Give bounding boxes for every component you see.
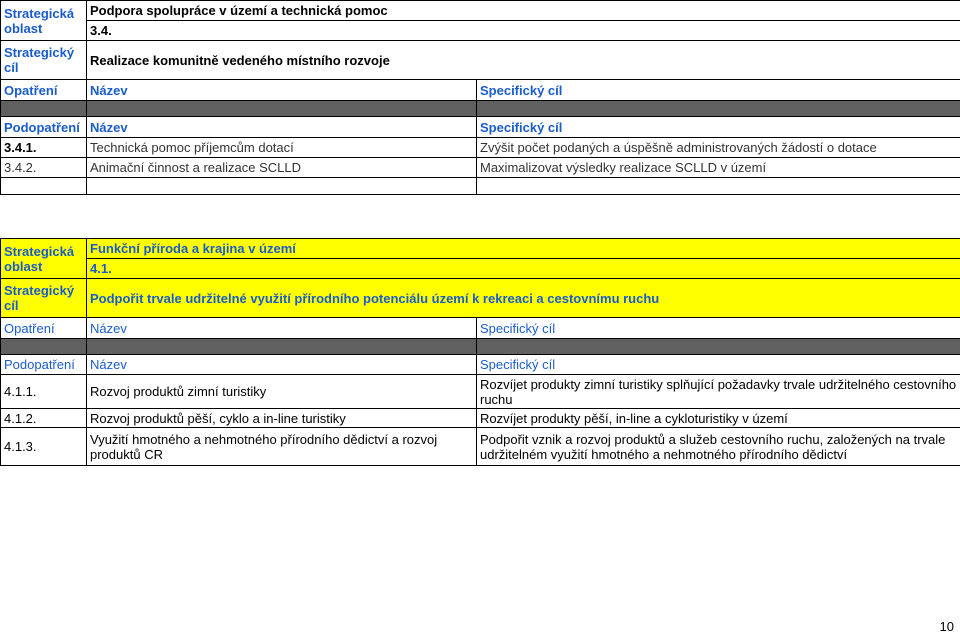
table-row (1, 428, 960, 466)
dark-spacer-cell (87, 101, 477, 117)
row-goal: Rozvíjet produkty pěší, in-line a cykloturistiky v území (477, 409, 960, 428)
cil-label: Strategický cíl (1, 279, 87, 318)
oblast-title: Podpora spolupráce v území a technická pomoc (87, 1, 960, 21)
strategy-table-3-4 (0, 0, 960, 195)
header-specificky-cil: Specifický cíl (477, 318, 960, 339)
strategy-table-4-1 (0, 238, 960, 466)
dark-spacer-cell (477, 101, 960, 117)
header-nazev: Název (87, 117, 477, 138)
row-goal: Zvýšit počet podaných a úspěšně administrovaných žádostí o dotace (477, 138, 960, 158)
dark-spacer-cell (477, 339, 960, 355)
oblast-label: Strategická oblast (1, 1, 87, 41)
header-opatreni: Opatření (1, 318, 87, 339)
header-nazev: Název (87, 355, 477, 375)
empty-cell (477, 178, 960, 195)
row-goal: Maximalizovat výsledky realizace SCLLD v území (477, 158, 960, 178)
table-row (1, 409, 960, 428)
row-goal: Rozvíjet produkty zimní turistiky splňující požadavky trvale udržitelného cestovního ruchu (477, 375, 960, 409)
cil-text: Podpořit trvale udržitelné využití přírodního potenciálu území k rekreaci a cestovnímu ruchu (87, 279, 960, 318)
empty-cell (1, 178, 87, 195)
table-row (1, 375, 960, 409)
header-specificky-cil: Specifický cíl (477, 117, 960, 138)
header-specificky-cil: Specifický cíl (477, 355, 960, 375)
header-opatreni: Opatření (1, 80, 87, 101)
header-nazev: Název (87, 318, 477, 339)
header-podopatreni: Podopatření (1, 117, 87, 138)
cil-label: Strategický cíl (1, 41, 87, 80)
empty-cell (87, 178, 477, 195)
dark-spacer-cell (87, 339, 477, 355)
table-row (1, 138, 960, 158)
row-name: Animační činnost a realizace SCLLD (87, 158, 477, 178)
row-code: 3.4.2. (1, 158, 87, 178)
header-specificky-cil: Specifický cíl (477, 80, 960, 101)
row-goal: Podpořit vznik a rozvoj produktů a služeb cestovního ruchu, založených na trvale udržitelném využití hmotného a nehmotného přírodního dědictví (477, 428, 960, 466)
dark-spacer-cell (1, 339, 87, 355)
oblast-title: Funkční příroda a krajina v území (87, 239, 960, 259)
row-name: Rozvoj produktů zimní turistiky (87, 375, 477, 409)
row-name: Využití hmotného a nehmotného přírodního dědictví a rozvoj produktů CR (87, 428, 477, 466)
oblast-number: 4.1. (87, 259, 960, 279)
oblast-number: 3.4. (87, 21, 960, 41)
header-nazev: Název (87, 80, 477, 101)
table-row (1, 158, 960, 178)
header-podopatreni: Podopatření (1, 355, 87, 375)
row-code: 3.4.1. (1, 138, 87, 158)
page-number: 10 (939, 619, 954, 634)
cil-text: Realizace komunitně vedeného místního rozvoje (87, 41, 960, 80)
row-code: 4.1.2. (1, 409, 87, 428)
row-code: 4.1.3. (1, 428, 87, 466)
row-name: Rozvoj produktů pěší, cyklo a in-line turistiky (87, 409, 477, 428)
row-name: Technická pomoc příjemcům dotací (87, 138, 477, 158)
oblast-label: Strategická oblast (1, 239, 87, 279)
row-code: 4.1.1. (1, 375, 87, 409)
dark-spacer-cell (1, 101, 87, 117)
